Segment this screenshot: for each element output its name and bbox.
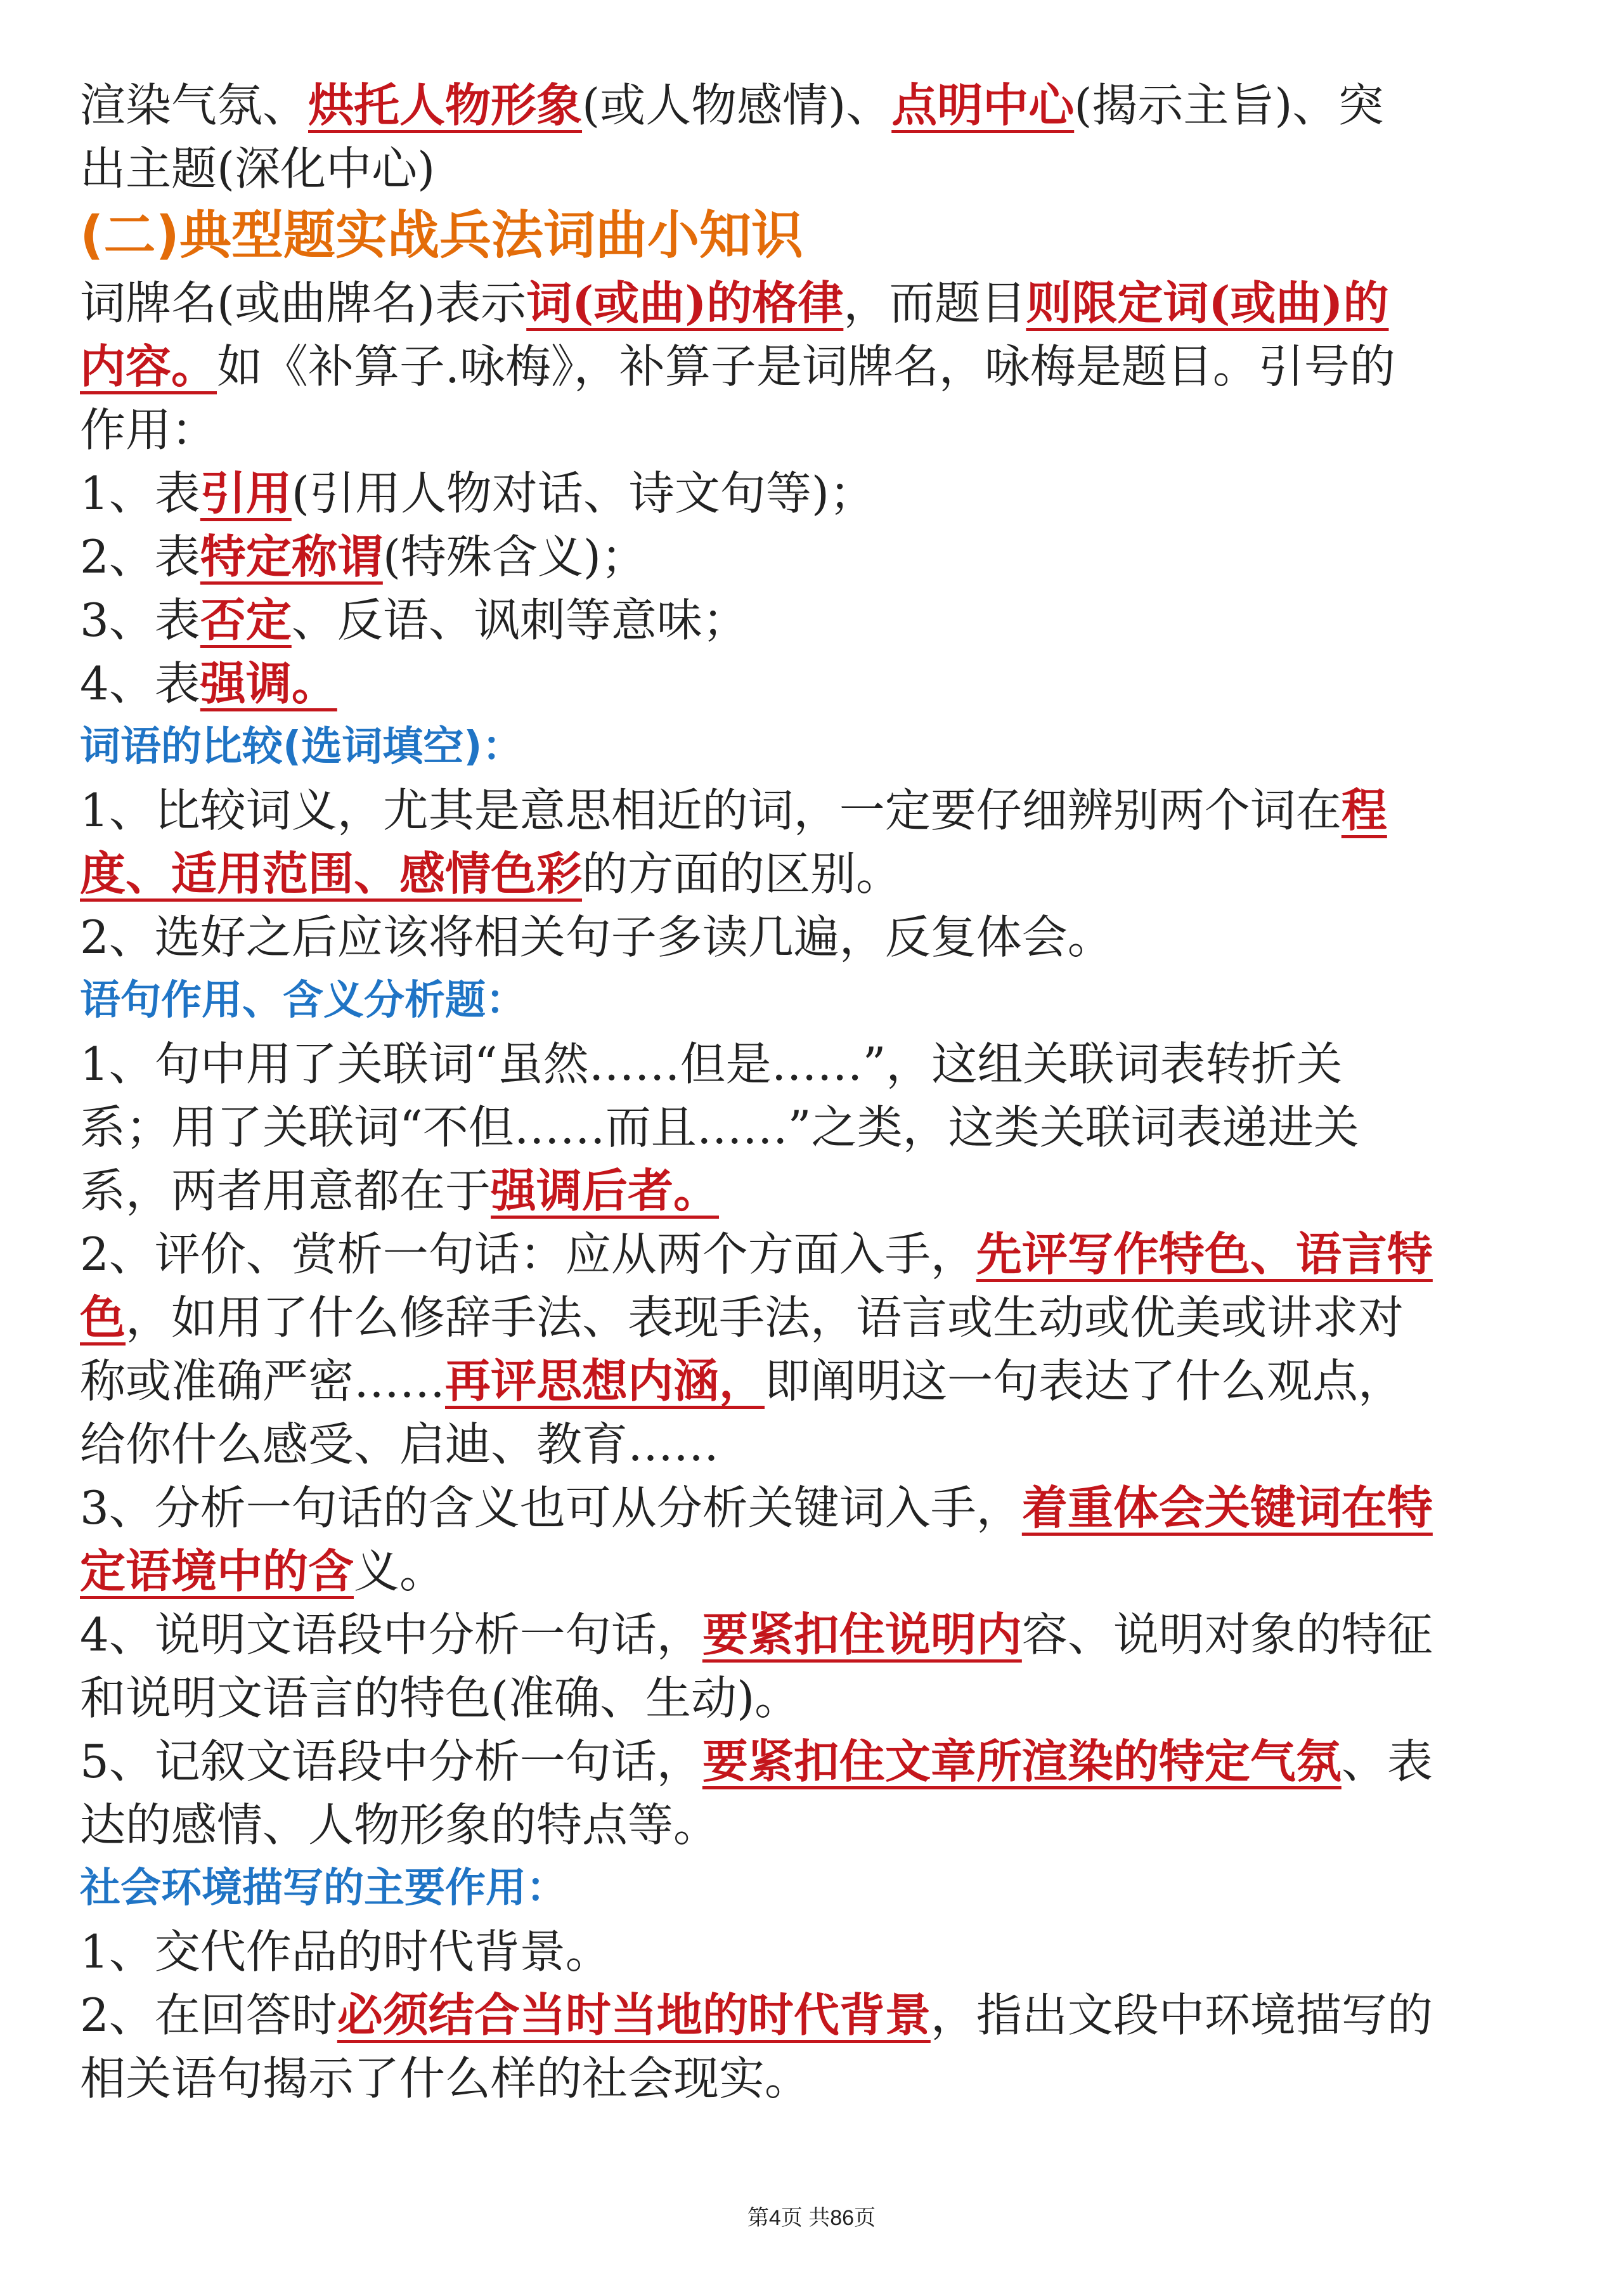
highlight-span: 着重体会关键词在特	[1021, 1481, 1433, 1534]
highlight-span: 强调后者。	[491, 1164, 720, 1217]
highlight-span: 要紧扣住说明内	[702, 1607, 1022, 1661]
text-span: 、表	[1341, 1735, 1433, 1788]
text-line: 2、选好之后应该将相关句子多读几遍，反复体会。	[80, 911, 1113, 964]
text-line	[80, 1730, 1557, 1793]
text-span: ，如用了什么修辞手法、表现手法，语言或生动或优美或讲求对	[126, 1291, 1404, 1344]
text-line: 相关语句揭示了什么样的社会现实。	[80, 2052, 811, 2105]
text-line	[80, 271, 1557, 335]
highlight-span: 则限定词(或曲)的	[1026, 276, 1389, 330]
highlight-span: 否定	[200, 593, 292, 647]
page-number-footer: 第4页 共86页	[747, 2206, 876, 2230]
text-span: (或人物感情)、	[582, 79, 892, 132]
highlight-span: 必须结合当时当地的时代背景	[337, 1988, 931, 2042]
highlight-span: 程	[1341, 783, 1387, 837]
text-span: 系，两者用意都在于	[80, 1164, 491, 1217]
text-span: 3、分析一句话的含义也可从分析关键词入手，	[80, 1481, 1022, 1534]
text-line	[80, 1159, 1557, 1223]
highlight-span: 要紧扣住文章所渲染的特定气氛	[702, 1734, 1342, 1788]
text-span: ，而题目	[843, 276, 1026, 330]
text-line: 出主题(深化中心)	[80, 142, 436, 195]
text-line	[80, 1223, 1557, 1286]
text-span: (特殊含义)；	[382, 530, 647, 583]
text-span: 5、记叙文语段中分析一句话，	[80, 1735, 702, 1788]
text-span: 1、比较词义，尤其是意思相近的词，一定要仔细辨别两个词在	[80, 784, 1342, 837]
highlight-span: 特定称谓	[200, 529, 383, 583]
text-span: 2、表	[80, 530, 200, 583]
text-line: 和说明文语言的特色(准确、生动)。	[80, 1671, 801, 1725]
list-item	[80, 462, 1557, 525]
text-line: 达的感情、人物形象的特点等。	[80, 1798, 720, 1852]
highlight-span: 先评写作特色、语言特	[976, 1227, 1433, 1281]
text-line	[80, 1603, 1557, 1666]
text-span: 的方面的区别。	[582, 847, 902, 900]
text-span: ，指出文段中环境描写的	[930, 1988, 1433, 2042]
text-span: 称或准确严密……	[80, 1354, 446, 1408]
text-line: 系；用了关联词“不但……而且……”之类，这类关联词表递进关	[80, 1101, 1359, 1154]
subsection-heading: 词语的比较(选词填空)：	[80, 723, 523, 770]
text-span: 2、评价、赏析一句话：应从两个方面入手，	[80, 1228, 976, 1281]
text-line	[80, 1349, 1557, 1413]
highlight-span: 强调。	[200, 656, 337, 710]
text-line	[80, 74, 1557, 137]
text-line	[80, 1983, 1557, 2047]
text-line: 作用：	[80, 403, 217, 457]
text-line: 1、句中用了关联词“虽然……但是……”，这组关联词表转折关	[80, 1037, 1343, 1091]
subsection-heading: 社会环境描写的主要作用：	[80, 1865, 567, 1912]
highlight-span: 引用	[200, 466, 292, 520]
highlight-span: 色	[80, 1290, 126, 1344]
highlight-span: 定语境中的含	[80, 1544, 354, 1598]
text-span: 容、说明对象的特征	[1021, 1608, 1433, 1661]
section-heading: (二)典型题实战兵法词曲小知识	[80, 205, 803, 266]
highlight-span: 词(或曲)的格律	[526, 276, 844, 330]
text-span: 2、在回答时	[80, 1988, 337, 2042]
highlight-span: 内容。	[80, 339, 217, 393]
highlight-span: 点明中心	[891, 78, 1075, 132]
list-item	[80, 588, 1557, 652]
text-span: 词牌名(或曲牌名)表示	[80, 276, 527, 330]
text-span: 、反语、讽刺等意味；	[291, 593, 748, 647]
text-line	[80, 1540, 1557, 1603]
text-span: 义。	[354, 1545, 446, 1598]
highlight-span: 度、适用范围、感情色彩	[80, 846, 583, 900]
text-line	[80, 335, 1557, 398]
text-line	[80, 842, 1557, 905]
highlight-span: 烘托人物形象	[308, 78, 583, 132]
text-span: 如《补算子.咏梅》，补算子是词牌名，咏梅是题目。引号的	[217, 340, 1395, 393]
list-item	[80, 652, 1557, 715]
text-span: (揭示主旨)、突	[1074, 79, 1384, 132]
text-line: 1、交代作品的时代背景。	[80, 1925, 611, 1978]
highlight-span: 再评思想内涵，	[445, 1354, 765, 1408]
subsection-heading: 语句作用、含义分析题：	[80, 977, 526, 1024]
text-line: 给你什么感受、启迪、教育……	[80, 1418, 720, 1471]
text-line	[80, 1476, 1557, 1540]
text-span: 即阐明这一句表达了什么观点，	[765, 1354, 1404, 1408]
text-span: (引用人物对话、诗文句等)；	[291, 467, 876, 520]
text-span: 渲染气氛、	[80, 79, 309, 132]
text-span: 4、说明文语段中分析一句话，	[80, 1608, 702, 1661]
text-line	[80, 1286, 1557, 1349]
text-span: 1、表	[80, 467, 200, 520]
text-span: 4、表	[80, 657, 200, 710]
list-item	[80, 525, 1557, 588]
text-line	[80, 779, 1557, 842]
text-span: 3、表	[80, 593, 200, 647]
document-body	[80, 74, 1557, 2110]
